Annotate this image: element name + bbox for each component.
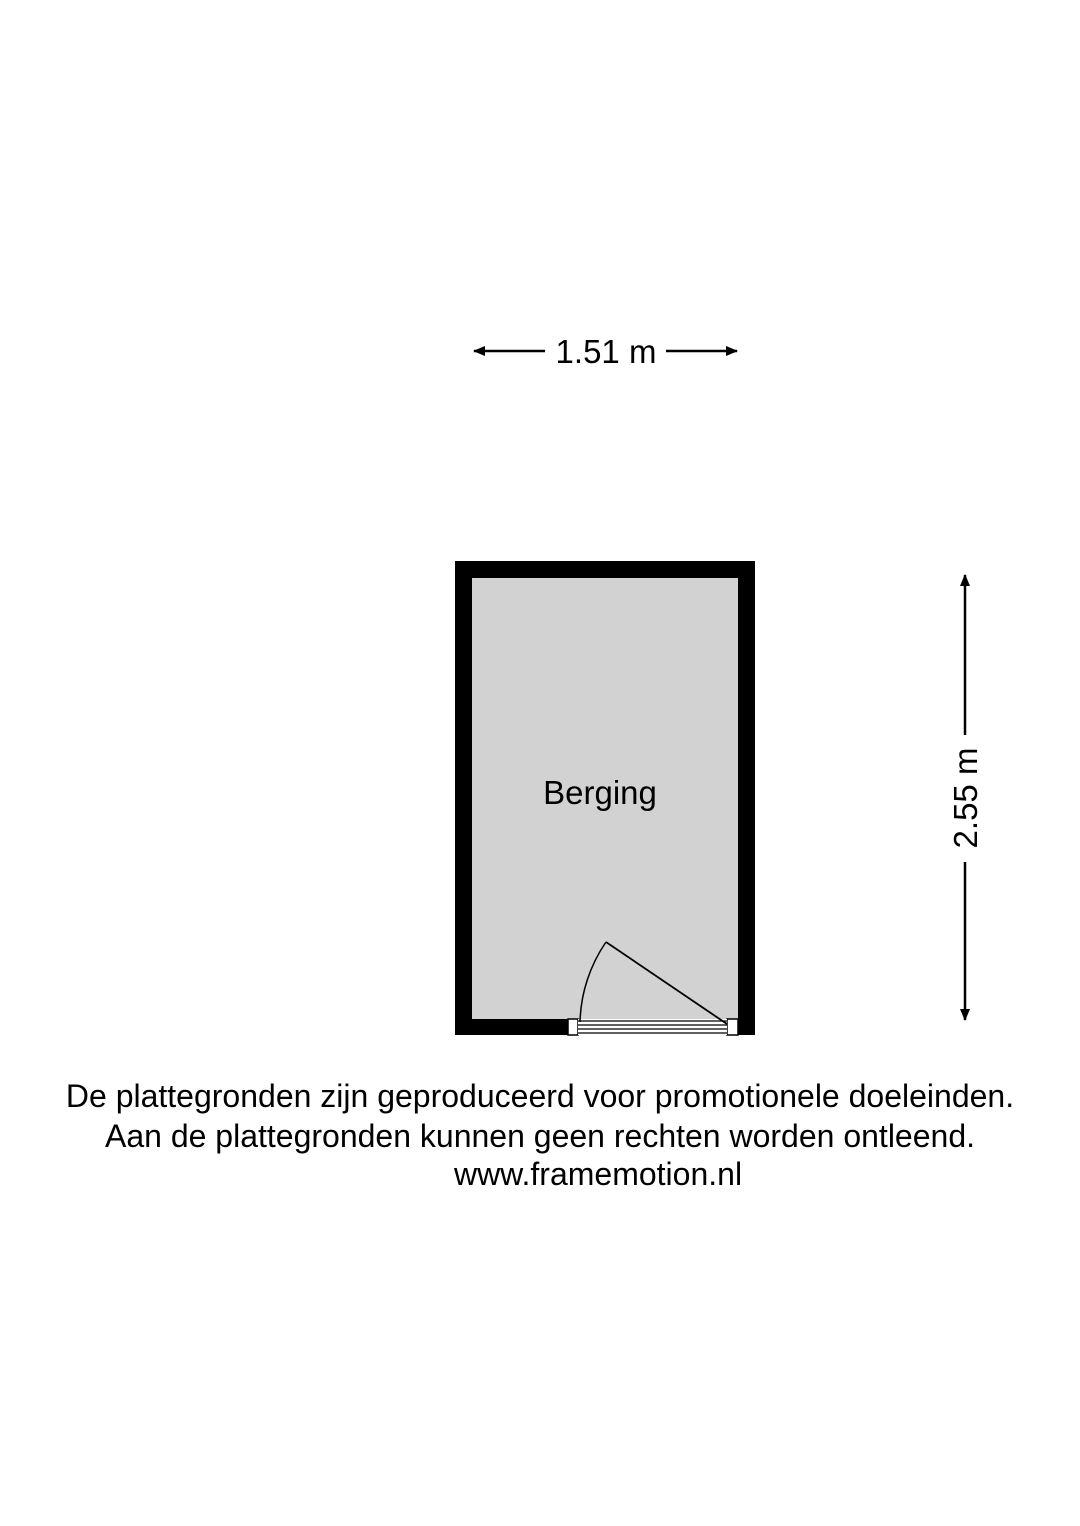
door-frame-right bbox=[727, 1019, 738, 1035]
disclaimer-line-1: De plattegronden zijn geproduceerd voor promotionele doeleinden. bbox=[65, 1078, 1015, 1114]
door-frame-left bbox=[568, 1019, 578, 1035]
width-dimension bbox=[474, 333, 737, 370]
room-label: Berging bbox=[543, 774, 657, 811]
depth-dimension-label: 2.55 m bbox=[947, 747, 984, 849]
wall-left bbox=[455, 561, 472, 1035]
disclaimer-line-2: Aan de plattegronden kunnen geen rechten worden ontleend. bbox=[104, 1118, 975, 1154]
wall-bottom-left bbox=[455, 1019, 568, 1035]
wall-right bbox=[738, 561, 755, 1035]
width-dimension-label: 1.51 m bbox=[555, 333, 657, 370]
wall-top bbox=[455, 561, 755, 578]
depth-dimension bbox=[947, 575, 984, 1020]
website-link[interactable]: www.framemotion.nl bbox=[453, 1156, 743, 1192]
